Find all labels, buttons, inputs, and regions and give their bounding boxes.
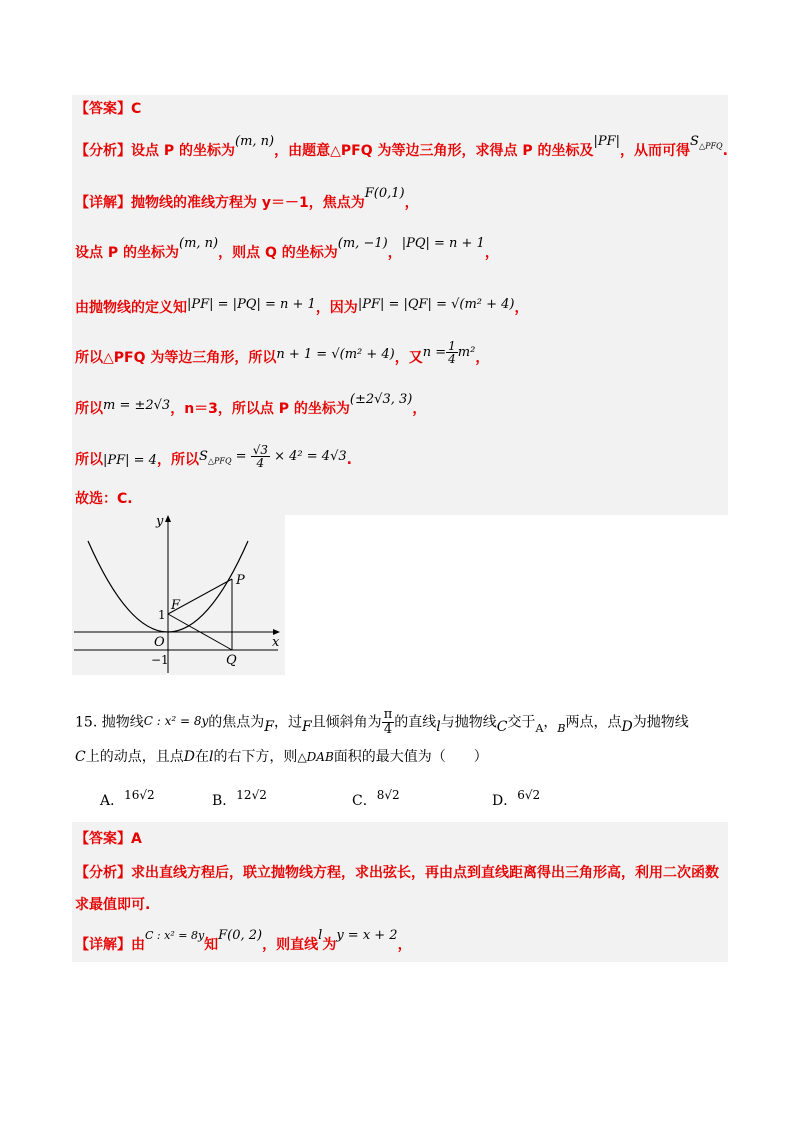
math-d: D: [183, 749, 195, 765]
parabola-figure: [72, 513, 285, 675]
math-pf-value: |PF| = 4: [103, 453, 157, 468]
answer-label: 【答案】: [75, 101, 131, 117]
analysis-text: .: [722, 143, 728, 159]
detail-text: ，: [484, 245, 499, 261]
question-text: 面积的最大值为（ ）: [333, 749, 488, 765]
math-b: B: [557, 721, 566, 735]
option-a[interactable]: [100, 784, 155, 809]
math-l: l: [318, 928, 323, 943]
math-triangle: △DAB: [297, 750, 334, 764]
question-15-line-1: [75, 708, 689, 737]
answer-value: C: [131, 101, 142, 117]
detail-text: 所以: [75, 401, 103, 417]
detail-label: 【详解】: [75, 937, 131, 953]
option-label: D．: [492, 793, 518, 809]
detail-text: ，: [514, 300, 529, 316]
point-f-label: F: [171, 598, 181, 613]
detail-text: ，: [387, 245, 402, 261]
detail-text: ，: [397, 937, 412, 953]
point-p-label: P: [236, 573, 245, 588]
math-definition: |PF| = |PQ| = n + 1: [187, 297, 316, 312]
detail-line-15: [75, 928, 412, 954]
analysis-label: 【分析】: [75, 143, 131, 159]
math-area: $S_{\triangle PFQ}$ = $\frac{√3}{4}$ × 4² = 4√3: [198, 443, 347, 470]
origin-label: O: [154, 635, 165, 650]
analysis-line-14: [75, 134, 728, 161]
math-mn: (m, n): [235, 134, 275, 149]
detail-label: 【详解】: [75, 195, 131, 211]
answer-label: 【答案】: [75, 831, 131, 847]
tick-label-neg1: −1: [151, 653, 169, 667]
question-text: 且倾斜角为: [311, 714, 382, 731]
math-p-coord: (±2√3, 3): [349, 392, 413, 407]
option-label: C．: [352, 793, 377, 809]
question-text: 上的动点，且点: [85, 749, 184, 765]
answer-value: A: [131, 831, 142, 847]
math-focus: F(0,1): [364, 186, 405, 201]
math-m: m = ±2√3: [103, 398, 171, 413]
detail-text: 设点 P 的坐标为: [75, 245, 180, 261]
option-value: 12√2: [236, 788, 267, 802]
analysis-line-15-2: [75, 894, 150, 914]
analysis-text: ，从而可得: [620, 143, 691, 159]
detail-text: ，: [412, 401, 427, 417]
y-axis-arrow: [165, 515, 171, 522]
option-d[interactable]: [492, 784, 541, 809]
analysis-text: 设点 P 的坐标为: [131, 143, 236, 159]
math-l: l: [208, 749, 214, 765]
detail-text: ，所以: [156, 452, 199, 468]
math-l: l: [436, 718, 441, 735]
math-line-equation: y = x + 2: [336, 928, 398, 943]
question-text: 的焦点为: [208, 714, 265, 731]
math-n: n = $\frac{1}{4}$ m²: [422, 339, 476, 366]
option-label: A．: [100, 793, 125, 809]
math-s: $S_{\triangle PFQ}$: [690, 134, 723, 151]
question-text: ，过: [273, 714, 302, 731]
question-text: 与抛物线: [440, 714, 497, 731]
detail-text: 知: [204, 937, 219, 953]
detail-text: ，: [475, 350, 490, 366]
math-mn: (m, n): [179, 236, 219, 251]
parabola-figure-svg: [72, 513, 285, 675]
question-text: 的右下方，则: [213, 749, 298, 765]
option-value: 16√2: [124, 788, 155, 802]
question-text: 抛物线: [101, 714, 144, 731]
x-axis-label: x: [272, 635, 280, 650]
analysis-line-15-1: [75, 862, 719, 882]
question-text: 的直线: [394, 714, 437, 731]
point-q-label: Q: [226, 653, 237, 668]
math-q: (m, −1): [337, 236, 388, 251]
math-pf: |PF|: [593, 134, 621, 149]
detail-line-14-6: [75, 443, 352, 473]
option-c[interactable]: [352, 784, 400, 809]
detail-line-14-3: [75, 297, 529, 317]
question-15-line-2: [75, 746, 488, 766]
analysis-text: ，由题意△PFQ 为等边三角形，求得点 P 的坐标及: [274, 143, 594, 159]
math-f: F: [264, 718, 274, 735]
math-distance: |PF| = |QF| = √(m² + 4): [357, 297, 515, 312]
tick-label-1: 1: [158, 608, 166, 622]
answer-line-15: [75, 828, 142, 848]
math-parabola: C : x² = 8y: [143, 713, 209, 728]
detail-line-14-5: [75, 392, 427, 418]
math-f: F: [301, 718, 312, 735]
detail-text: 抛物线的准线方程为 y＝－1，焦点为: [131, 195, 365, 211]
detail-line-14-2: [75, 236, 499, 262]
detail-text: ，又: [394, 350, 423, 366]
option-value: 6√2: [517, 788, 541, 802]
detail-line-14-4: [75, 339, 490, 371]
question-text: ，: [543, 714, 558, 731]
detail-text: ，则直线: [262, 937, 319, 953]
math-d: D: [621, 718, 633, 735]
question-text: 交于: [507, 714, 536, 731]
detail-text: 所以: [75, 452, 103, 468]
question-text: 在: [194, 749, 209, 765]
analysis-label: 【分析】: [75, 865, 131, 881]
math-equation: n + 1 = √(m² + 4): [276, 347, 395, 362]
y-axis-label: y: [156, 514, 164, 529]
detail-text: ，n＝3，所以点 P 的坐标为: [170, 401, 350, 417]
detail-text: ，因为: [315, 300, 358, 316]
detail-text: ，: [404, 195, 419, 211]
detail-line-14-1: [75, 186, 419, 212]
math-a: A: [535, 721, 544, 735]
math-c: C: [75, 749, 86, 765]
detail-text: 为: [322, 937, 337, 953]
answer-line-14: [75, 98, 141, 118]
math-c: C: [496, 718, 508, 735]
detail-text: 由抛物线的定义知: [75, 300, 187, 316]
math-pq: |PQ| = n + 1: [401, 236, 485, 251]
conclusion-14: 故选：C.: [75, 491, 133, 507]
detail-text: 由: [131, 937, 145, 953]
question-number: 15.: [75, 714, 98, 731]
math-focus: F(0, 2): [218, 928, 263, 943]
detail-text: ，则点 Q 的坐标为: [218, 245, 338, 261]
math-parabola: C : x² = 8y: [145, 929, 205, 942]
detail-text: .: [346, 452, 352, 468]
analysis-text: 求最值即可.: [75, 897, 151, 913]
math-pi-over-4: $\frac{\pi}{4}$: [383, 707, 393, 737]
question-text: 为抛物线: [632, 714, 689, 731]
option-value: 8√2: [376, 788, 400, 802]
option-label: B．: [212, 793, 237, 809]
detail-text: 所以△PFQ 为等边三角形，所以: [75, 350, 277, 366]
question-text: 两点，点: [565, 714, 622, 731]
analysis-text: 求出直线方程后，联立抛物线方程，求出弦长，再由点到直线距离得出三角形高，利用二次函数: [131, 865, 719, 881]
option-b[interactable]: [212, 784, 267, 809]
